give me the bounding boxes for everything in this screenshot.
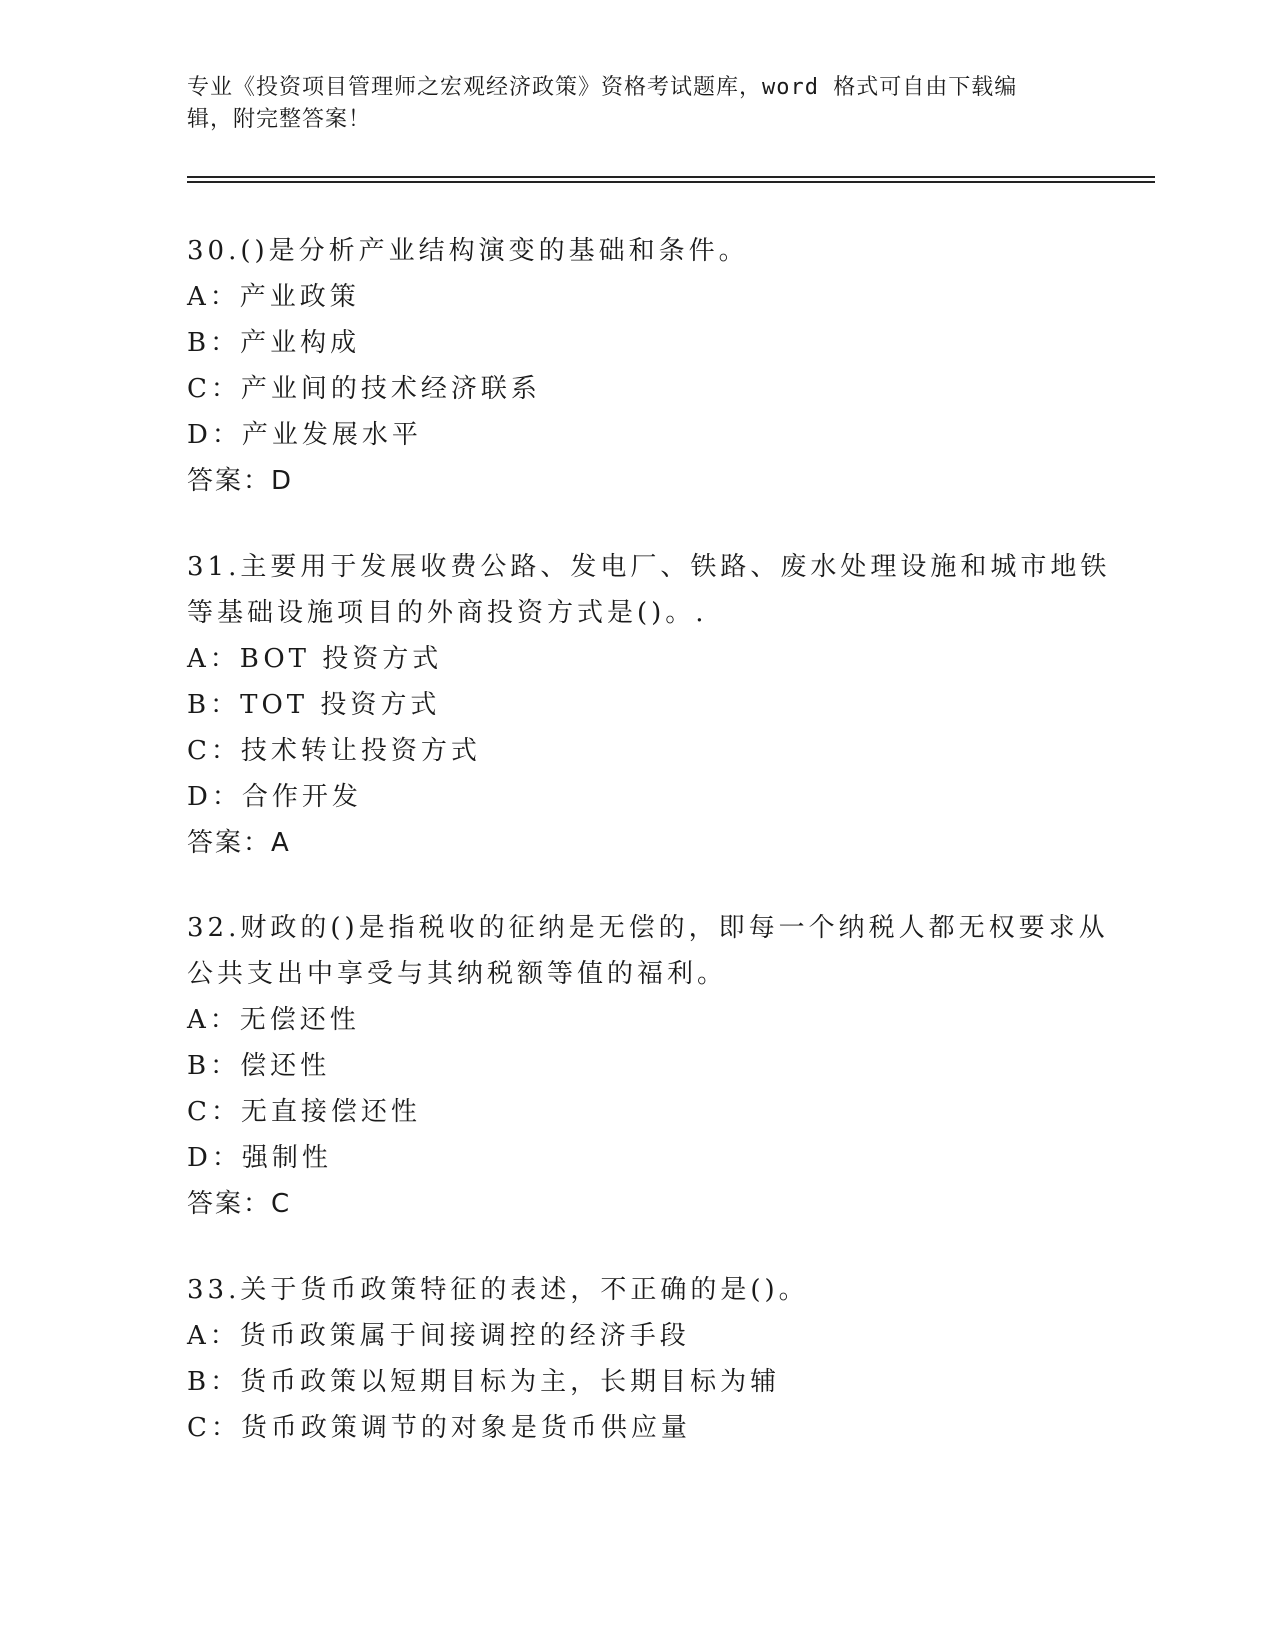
document-header: [187, 72, 1067, 136]
question-33: [187, 1267, 1087, 1451]
option-a: A：产业政策: [187, 282, 360, 312]
option-d: D：合作开发: [187, 782, 362, 812]
option-a: A：BOT 投资方式: [187, 644, 443, 674]
option-a: A：货币政策属于间接调控的经济手段: [187, 1321, 690, 1351]
header-line-2: 辑，附完整答案！: [187, 107, 372, 132]
question-stem-continued: 等基础设施项目的外商投资方式是()。.: [187, 598, 708, 628]
option-c: C：产业间的技术经济联系: [187, 374, 541, 404]
answer: 答案：A: [187, 828, 291, 858]
question-stem: 30.()是分析产业结构演变的基础和条件。: [187, 236, 749, 266]
answer: 答案：C: [187, 1189, 292, 1219]
option-b: B：TOT 投资方式: [187, 690, 441, 720]
question-30: [187, 228, 1087, 504]
header-divider-bottom: [187, 181, 1155, 183]
question-stem: 32.财政的()是指税收的征纳是无偿的，即每一个纳税人都无权要求从: [187, 913, 1109, 943]
option-b: B：偿还性: [187, 1051, 331, 1081]
option-c: C：无直接偿还性: [187, 1097, 421, 1127]
question-31: [187, 544, 1111, 866]
option-a: A：无偿还性: [187, 1005, 360, 1035]
option-c: C：技术转让投资方式: [187, 736, 481, 766]
question-stem: 33.关于货币政策特征的表述，不正确的是()。: [187, 1275, 809, 1305]
answer: 答案：D: [187, 466, 294, 496]
header-line-1: 专业《投资项目管理师之宏观经济政策》资格考试题库，word 格式可自由下载编: [187, 75, 1018, 100]
header-divider-top: [187, 176, 1155, 178]
option-d: D：强制性: [187, 1143, 332, 1173]
option-b: B：货币政策以短期目标为主，长期目标为辅: [187, 1367, 781, 1397]
option-d: D：产业发展水平: [187, 420, 422, 450]
question-32: [187, 905, 1109, 1227]
option-b: B：产业构成: [187, 328, 361, 358]
question-stem-continued: 公共支出中享受与其纳税额等值的福利。: [187, 959, 728, 989]
option-c: C：货币政策调节的对象是货币供应量: [187, 1413, 691, 1443]
question-stem: 31.主要用于发展收费公路、发电厂、铁路、废水处理设施和城市地铁: [187, 552, 1111, 582]
